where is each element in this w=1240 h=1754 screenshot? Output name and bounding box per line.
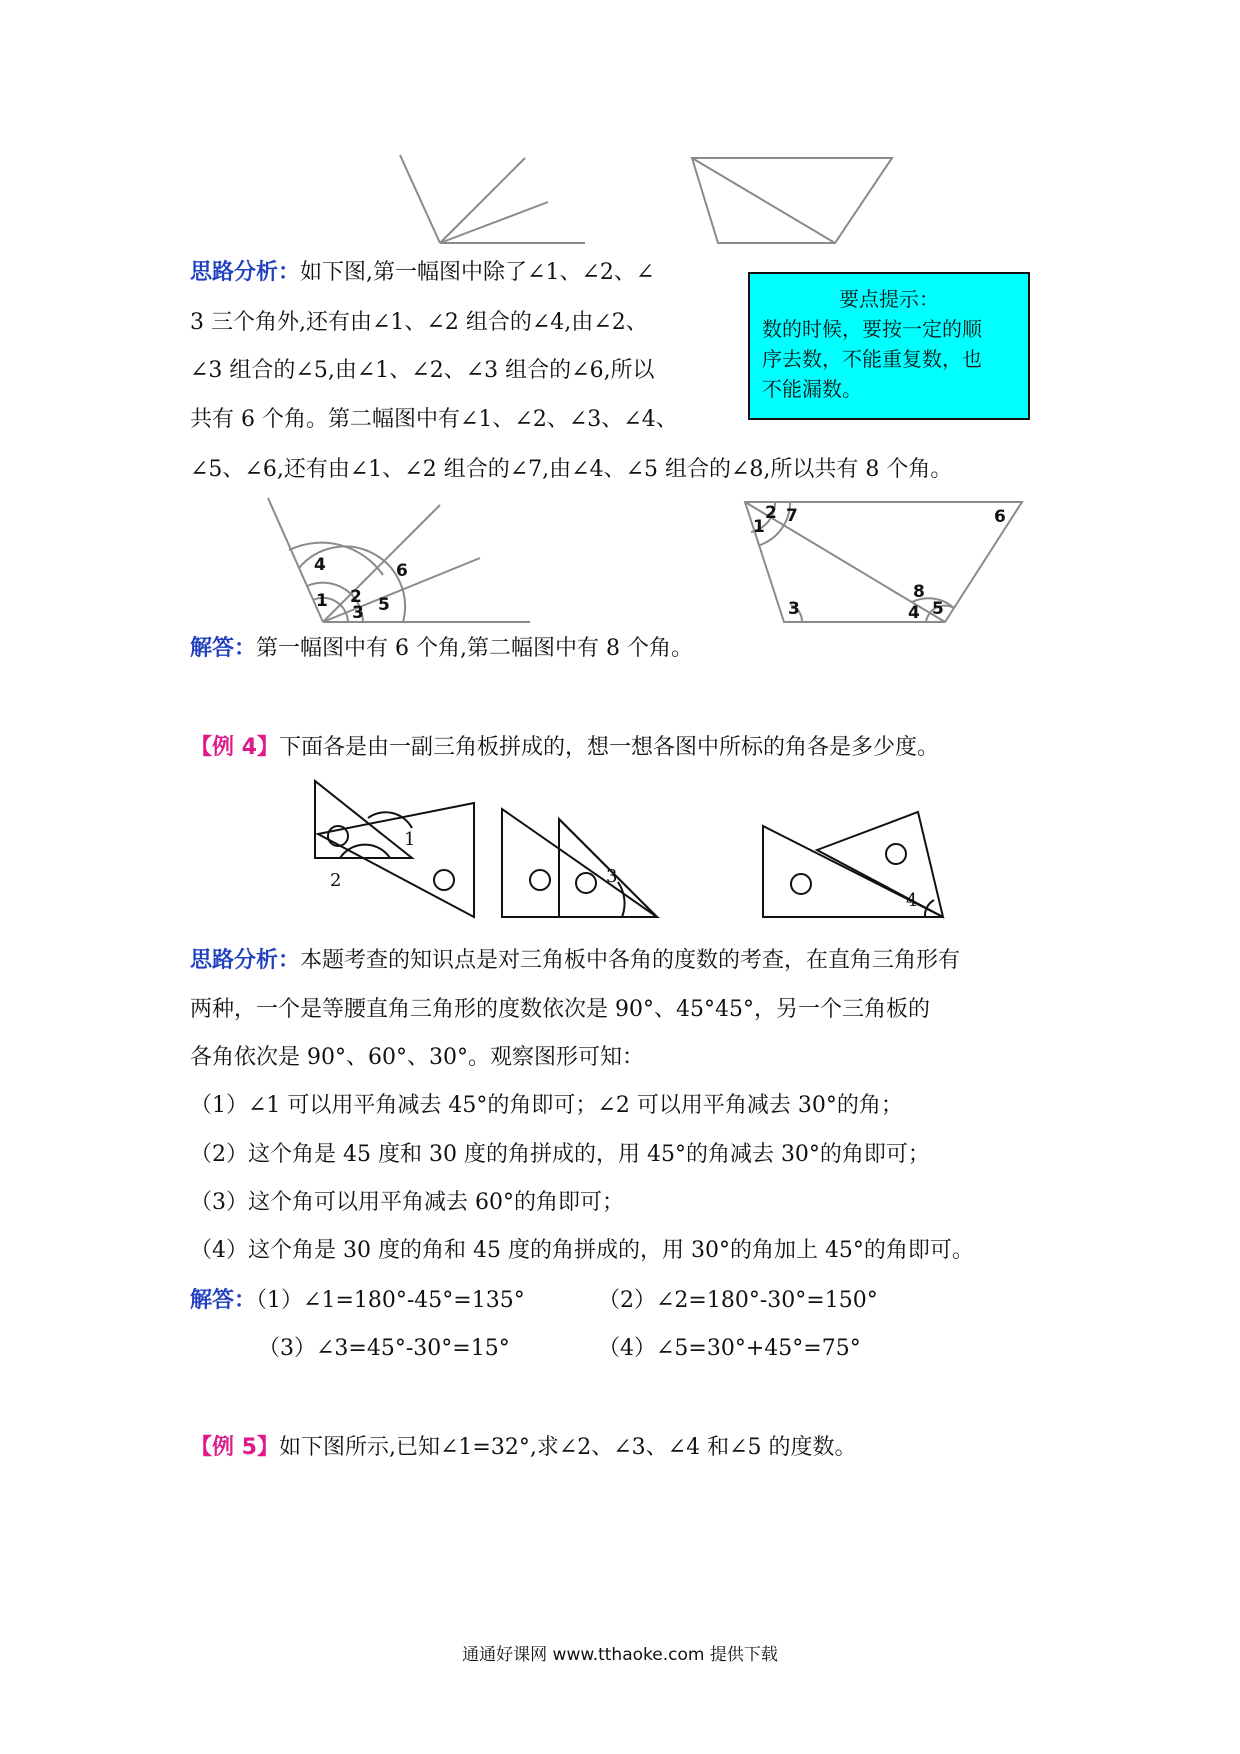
analysis1-line2: 3 三个角外,还有由∠1、∠2 组合的∠4,由∠2、: [190, 310, 648, 335]
trap-label-5: 5: [932, 599, 944, 619]
answer2-a3: （3）∠3=45°-30°=15°: [258, 1336, 510, 1361]
analysis2-item1: （1）∠1 可以用平角减去 45°的角即可；∠2 可以用平角减去 30°的角；: [190, 1093, 903, 1118]
trap-label-2: 2: [765, 503, 777, 523]
analysis2-item2: （2）这个角是 45 度和 30 度的角拼成的，用 45°的角减去 30°的角即可；: [190, 1142, 930, 1167]
angle-label-6: 6: [396, 561, 408, 581]
trap-label-1: 1: [753, 517, 765, 537]
analysis2-text1: 本题考查的知识点是对三角板中各角的度数的考查，在直角三角形有: [300, 948, 961, 973]
tip-line3: 不能漏数。: [762, 377, 862, 401]
analysis2-item4: （4）这个角是 30 度的角和 45 度的角拼成的，用 30°的角加上 45°的角即可。: [190, 1238, 974, 1263]
trap-label-3: 3: [788, 599, 800, 619]
analysis1-line3: ∠3 组合的∠5,由∠1、∠2、∠3 组合的∠6,所以: [190, 358, 655, 383]
answer2-line1: [190, 1286, 525, 1316]
triangle-label-1: 1: [404, 829, 416, 850]
analysis1-line4: 共有 6 个角。第二幅图中有∠1、∠2、∠3、∠4、: [190, 407, 678, 432]
example5-tag: 【例 5】: [190, 1435, 279, 1460]
analysis1-line5: ∠5、∠6,还有由∠1、∠2 组合的∠7,由∠4、∠5 组合的∠8,所以共有 8 个角。: [190, 457, 953, 482]
example4-text: 下面各是由一副三角板拼成的，想一想各图中所标的角各是多少度。: [278, 735, 939, 760]
angle-label-2: 2: [350, 587, 362, 607]
angle-label-3: 3: [352, 603, 364, 623]
analysis2-label: 思路分析：: [190, 948, 301, 973]
footer: 通通好课网 www.tthaoke.com 提供下载: [462, 1645, 778, 1665]
analysis2-line1: [190, 946, 960, 976]
analysis2-line2: 两种，一个是等腰直角三角形的度数依次是 90°、45°45°，另一个三角板的: [190, 997, 930, 1022]
answer2-a2: （2）∠2=180°-30°=150°: [598, 1288, 878, 1313]
analysis1-text1: 如下图,第一幅图中除了∠1、∠2、∠: [300, 260, 655, 285]
tip-line2: 序去数，不能重复数，也: [762, 347, 982, 371]
tip-title: 要点提示：: [839, 287, 939, 311]
trap-label-8: 8: [913, 582, 925, 602]
triangle-label-2: 2: [330, 870, 342, 891]
angle-label-5: 5: [378, 595, 390, 615]
trap-label-4: 4: [908, 603, 920, 623]
trap-label-6: 6: [994, 507, 1006, 527]
analysis-label: 思路分析：: [190, 260, 301, 285]
answer1-text: 第一幅图中有 6 个角,第二幅图中有 8 个角。: [256, 636, 693, 661]
triangle-label-3: 3: [606, 866, 618, 887]
answer2-label: 解答：: [190, 1288, 257, 1313]
tip-line1: 数的时候，要按一定的顺: [762, 317, 982, 341]
answer1-label: 解答：: [190, 636, 257, 661]
answer2-a4: （4）∠5=30°+45°=75°: [598, 1336, 861, 1361]
example4-tag: 【例 4】: [190, 735, 279, 760]
trap-label-7: 7: [786, 506, 798, 526]
answer2-a1: （1）∠1=180°-45°=135°: [256, 1288, 525, 1313]
triangle-label-4: 4: [906, 890, 918, 911]
analysis2-line3: 各角依次是 90°、60°、30°。观察图形可知：: [190, 1045, 644, 1070]
example5-line: [190, 1433, 857, 1463]
angle-label-4: 4: [314, 555, 326, 575]
angle-label-1: 1: [316, 591, 328, 611]
example5-text: 如下图所示,已知∠1=32°,求∠2、∠3、∠4 和∠5 的度数。: [278, 1435, 857, 1460]
analysis2-item3: （3）这个角可以用平角减去 60°的角即可；: [190, 1190, 624, 1215]
